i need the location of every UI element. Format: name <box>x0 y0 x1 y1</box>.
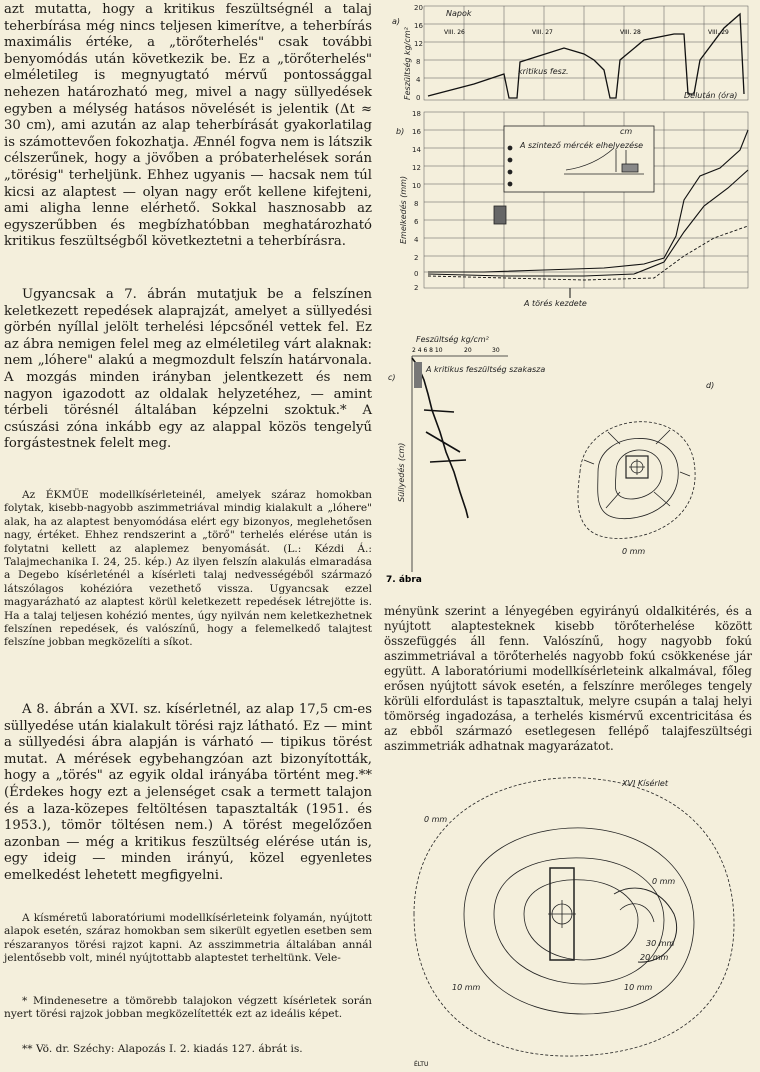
b-ytick: 12 <box>412 164 421 172</box>
note-paragraph-2: A kísméretű laboratóriumi modellkísérleteink folyamán, nyújtott alapok esetén, száraz homokban sem sikerült egyetlen esetben sem részaranyos törési rajzot kapni. Az asszimmetria általában annál jelentősebb volt, minél nyújtottabb alaptestet terheltünk. Vele- <box>4 912 372 965</box>
c-ylabel: Süllyedés (cm) <box>397 442 406 502</box>
c-xtick: 30 <box>492 347 500 354</box>
a-ytick: 4 <box>416 76 421 84</box>
fig8-label: 0 mm <box>424 815 448 824</box>
fig-a-ylabel: Feszültség kg/cm² <box>403 27 412 100</box>
b-ytick: 18 <box>412 110 421 118</box>
b-ytick: 16 <box>412 128 421 136</box>
fig-a-curve <box>428 14 744 98</box>
b-legend-points: A szintező mércék elhelyezése <box>520 141 644 150</box>
b-ytick: 10 <box>412 182 421 190</box>
fig-d-label: d) <box>706 381 715 390</box>
b-inset-unit: cm <box>620 127 633 136</box>
fig-b-label: b) <box>396 127 405 136</box>
fig-a-grid <box>424 6 748 100</box>
fig8-label: 20 mm <box>640 953 669 962</box>
fig8-label: 0 mm <box>652 877 676 886</box>
b-xlabel: A törés kezdete <box>524 299 587 308</box>
left-column <box>4 2 372 1070</box>
figure-7-caption: 7. ábra <box>386 575 422 585</box>
a-curve-label: kritikus fesz. <box>518 67 569 76</box>
a-ytick: 12 <box>414 40 423 48</box>
c-curve-branch <box>424 410 466 462</box>
footnote-1: * Mindenesetre a tömörebb talajokon végzett kísérletek során nyert törési rajzok jobban megközelítették ezt az ideális képet. <box>4 995 372 1021</box>
footnote-2: ** Vö. dr. Széchy: Alapozás I. 2. kiadás 127. ábrát is. <box>22 1043 303 1055</box>
body-paragraph-2: Ugyancsak a 7. ábrán mutatjuk be a felszínen keletkezett repedések alaprajzát, amelyet a süllyedési görbén nyíllal jelölt terhelési lépcsőnél vettek fel. Ez az ábra nemigen felel meg az elméletileg várt alaknak: nem „lóhere" alakú a megmozdult felszín határvonala. A mozgás minden irányban jelentkezett és nem nagyon igazodott az oldalak helyzetéhez, — amint térbeli törésnél általában képzelni szoktuk.* A csúszási zóna inkább egy az alappal közös tengelyű forgástestnek felelt meg. <box>4 287 372 452</box>
b-ytick: 4 <box>414 236 419 244</box>
note-paragraph-1: Az ÉKMÜE modellkísérleteinél, amelyek száraz homokban folytak, kisebb-nagyobb aszimmetriával mindig kialakult a „lóhere" alak, ha az alaptest benyomódása elért egy bizonyos, meglehetősen nagy, értéket. Ehhez rendszerint a „törő" terhelés elérése után is folytatni kellett az alaplemez benyomását. (L.: Kézdi Á.: Talajmechanika I. 24, 25. kép.) Az ilyen felszín alakulás elmaradása a Degebo kísérleténél a kísérleti talaj nedvességéből származó látszólagos kohézióra vezethető vissza. Ugyancsak ezzel magyarázható az alaptest körül keletkezett repedések létrejötte is. Ha a talaj teljesen kohézió mentes, úgy nyilván nem keletkezhetnek felszínen repedések, és valószínű, hogy a felemelkedő talajtest felszíne jobban megközelíti a síkot. <box>4 489 372 649</box>
a-delay-label: Délután (óra) <box>684 91 738 100</box>
a-date: VIII. 29 <box>708 29 729 36</box>
fig8-label: 10 mm <box>624 983 653 992</box>
b-ytick: 0 <box>414 270 419 278</box>
a-date: VIII. 28 <box>620 29 641 36</box>
a-date: VIII. 27 <box>532 29 553 36</box>
body-paragraph-1: azt mutatta, hogy a kritikus feszültségnél a talaj teherbírása még nincs teljesen kimerítve, a teherbírás maximális értéke, a „törőterhelés" csak további benyomódás után következik be. Ez a „törőterhelés" elméletileg is megnyugtató mérvű pontossággal nehezen határozható meg, mivel a nagy süllyedések egyben a mélység hatásos növelését is jelentik (Δt ≈ 30 cm), ami azután az alap teherbírását gyakorlatilag is számottevően fokozhatja. Ænnél fogva nem is látszik célszerűnek, hogy a jövőben a próbaterhelések során „törésig" terheljünk. Ehhez ugyanis — hacsak nem túl kicsi az alaptest — olyan nagy erőt kellene kifejteni, ami aligha lenne elérhető. Sokkal hasznosabb az egyszerűbben és megbízhatóbban meghatározható kritikus feszültségből következtetni a teherbírásra. <box>4 2 372 250</box>
fig8-label: 10 mm <box>452 983 481 992</box>
right-column <box>384 604 752 754</box>
c-note: A kritikus feszültség szakasza <box>426 365 546 374</box>
fig8-label: 30 mm <box>646 939 675 948</box>
d-crack-map <box>578 422 695 539</box>
figure-7-ab <box>384 0 756 310</box>
b-ytick: 2 <box>414 254 419 262</box>
a-ytick: 8 <box>416 58 421 66</box>
fig8-contours <box>414 778 734 1056</box>
c-xtick: 2 4 6 8 10 <box>412 347 443 354</box>
b-ytick: 14 <box>412 146 421 154</box>
a-ytick: 0 <box>416 94 421 102</box>
fig8-title: XVI Kísérlet <box>622 779 668 788</box>
b-ytick: 2 <box>414 284 419 292</box>
fig8-bottom-mark: ÉLTU <box>414 1061 429 1068</box>
c-critical-zone <box>414 362 422 388</box>
c-title: Feszültség kg/cm² <box>416 335 489 344</box>
figure-8 <box>384 764 756 1069</box>
c-xtick: 20 <box>464 347 472 354</box>
a-date: VIII. 26 <box>444 29 465 36</box>
figure-7-cd <box>384 332 756 592</box>
a-ytick: 20 <box>414 4 423 12</box>
b-ytick: 6 <box>414 218 419 226</box>
fig-b-ylabel: Emelkedés (mm) <box>399 175 408 244</box>
fig-a-label: a) <box>392 17 401 26</box>
b-ytick: 8 <box>414 200 419 208</box>
fig-c-label: c) <box>388 373 396 382</box>
a-ytick: 16 <box>414 22 423 30</box>
body-paragraph-3: A 8. ábrán a XVI. sz. kísérletnél, az alap 17,5 cm-es süllyedése után kialakult törési rajz látható. Ez — mint a süllyedési ábra alapján is várható — tipikus törést mutat. A mérések egybehangzóan azt bizonyították, hogy a „törés" az egyik oldal irányába történt meg.** (Érdekes hogy ezt a jelenséget csak a termett talajon és a laza-közepes feltöltésen tapasztalták (1951. és 1953.), tömör töltésen nem.) A törést megelőzően azonban — még a kritikus feszültség elérése után is, egy ideig — minden irányú, közel egyenletes emelkedést lehetett megfigyelni. <box>4 702 372 883</box>
d-zero-label: 0 mm <box>622 547 646 556</box>
a-days-label: Napok <box>446 9 472 18</box>
right-paragraph-1: ményünk szerint a lényegében egyirányú oldalkitérés, és a nyújtott alaptesteknek kisebb törőterhelése között összefüggés áll fenn. Valószínű, hogy nagyobb fokú aszimmetriával a törőterhelés nagyobb fokú csökkenése jár együtt. A laboratóriumi modellkísérleteink alkalmával, főleg erősen nyújtott sávok esetén, a felszínre merőleges tengely körüli elfordulást is tapasztaltuk, melyre csupán a talaj helyi tömörség ingadozása, a terhelés kismérvű excentricitása és az ebből származó esetlegesen fellépő talajfeszültségi aszimmetriák adhatnak magyarázatot. <box>384 604 752 753</box>
